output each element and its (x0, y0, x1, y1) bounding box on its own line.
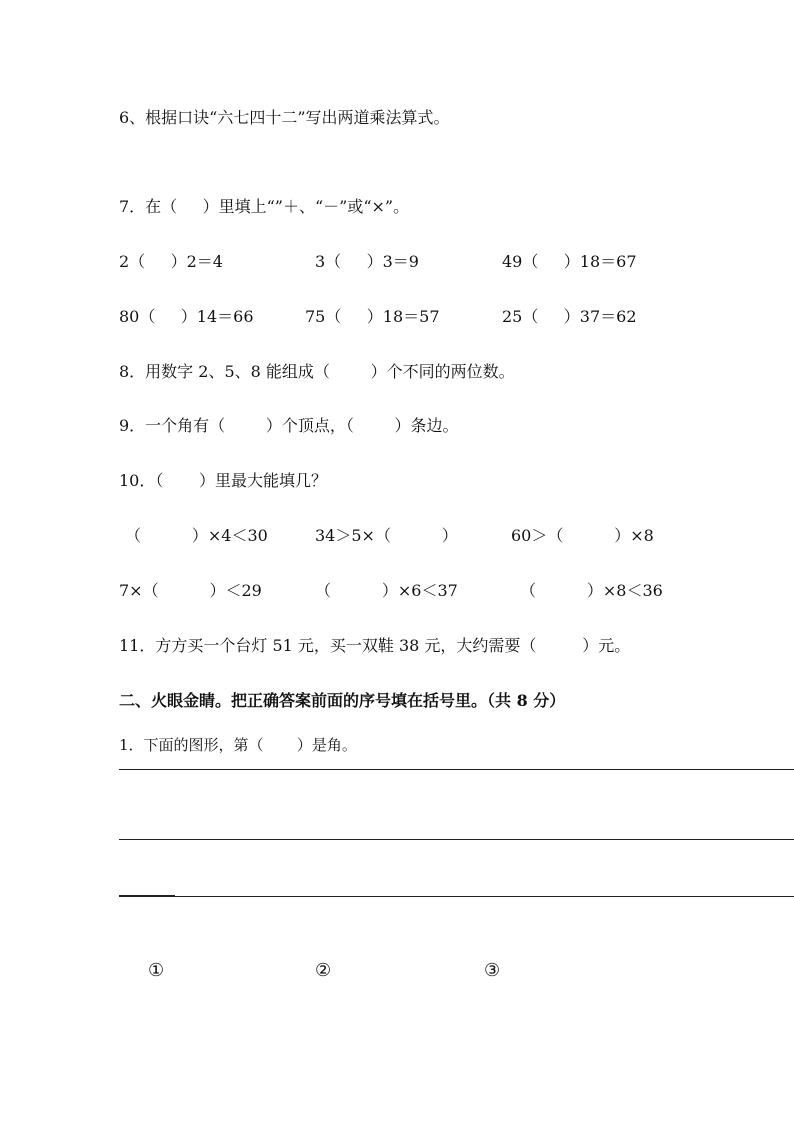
divider-line (119, 896, 794, 897)
q10-item: 60＞（ ）×8 (511, 526, 654, 545)
question-11: 11．方方买一个台灯 51 元，买一双鞋 38 元，大约需要（ ）元。 (119, 636, 631, 655)
option-2-mark: ② (315, 960, 332, 981)
question-6: 6、根据口诀“六七四十二”写出两道乘法算式。 (119, 108, 450, 127)
divider-line (119, 839, 794, 840)
question-8: 8．用数字 2、5、8 能组成（ ）个不同的两位数。 (119, 362, 515, 381)
q7-item: 25（ ）37＝62 (502, 307, 637, 326)
q10-item: 34＞5×（ ） (315, 526, 458, 545)
option-3-mark: ③ (484, 960, 501, 981)
q7-item: 49（ ）18＝67 (502, 252, 637, 271)
q10-item: （ ）×4＜30 (125, 526, 268, 545)
q7-item: 3（ ）3＝9 (315, 252, 419, 271)
divider-line (119, 769, 794, 770)
question-9: 9．一个角有（ ）个顶点，（ ）条边。 (119, 416, 459, 435)
divider-line-thick-segment (119, 895, 175, 897)
option-1-mark: ① (148, 960, 165, 981)
section-2-heading: 二、火眼金睛。把正确答案前面的序号填在括号里。（共 8 分） (119, 691, 566, 710)
q10-item: （ ）×6＜37 (315, 581, 458, 600)
q7-item: 80（ ）14＝66 (119, 307, 254, 326)
q7-item: 2（ ）2＝4 (119, 252, 223, 271)
question-10: 10．（ ）里最大能填几？ (119, 471, 327, 490)
q7-item: 75（ ）18＝57 (305, 307, 440, 326)
section-2-question-1: 1．下面的图形，第（ ）是角。 (119, 736, 357, 754)
question-7: 7．在（ ）里填上“”＋、“－”或“×”。 (119, 197, 410, 216)
q10-item: 7×（ ）＜29 (119, 581, 262, 600)
q10-item: （ ）×8＜36 (520, 581, 663, 600)
